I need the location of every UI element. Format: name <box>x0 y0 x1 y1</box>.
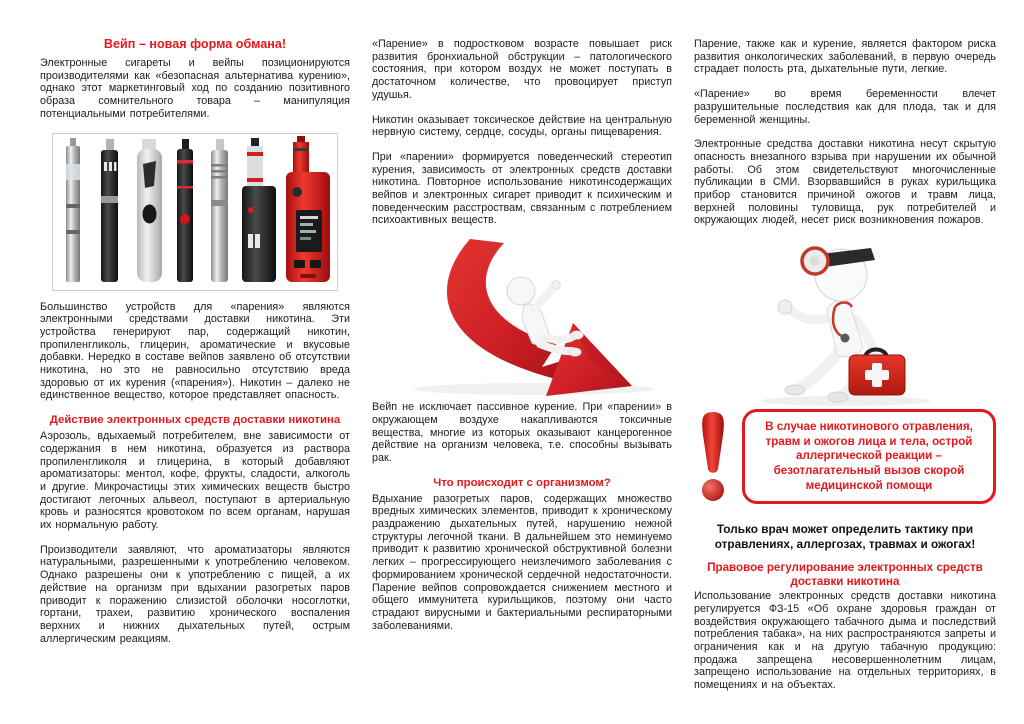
column-2 <box>372 38 672 704</box>
paragraph: Аэрозоль, вдыхаемый потребителем, вне зависимости от содержания в нем никотина, образуется из раствора пропиленгликоля и глицерина, в который добавляют ароматизаторы: ментол, кофе, фрукты, сладости, алкоголь и другие. Микрочастицы этих химических веществ быстро достигают легочных альвеол, поступают в артериальную кровь и разносятся кровотоком по всем органам, нарушая их нормальную работу. <box>40 430 350 532</box>
paragraph: Вдыхание разогретых паров, содержащих множество вредных химических элементов, приводит к хроническому раздражению дыхательных путей, нарушению нежной структуры легочной ткани. В дальнейшем это неминуемо приводит к развитию хронической обструктивной болезни легких – прогрессирующего неизлечимого заболевания с формированием хронической сердечной недостаточности. Парение вейпов сопровождается снижением местного и общего иммунитета курильщиков, поэтому они часто страдают вирусными и бактериальными респираторными заболеваниями. <box>372 492 672 632</box>
section-heading-organism: Что происходит с организмом? <box>433 476 611 489</box>
section-heading-nicotine-effects: Действие электронных средств доставки никотина <box>49 414 341 427</box>
vape-devices-illustration <box>54 134 336 290</box>
warning-text: В случае никотинового отравления, травм и ожогов лица и тела, острой аллергической реакции – безотлагательный вызов скорой медицинской помощи <box>765 420 973 492</box>
paragraph: Использование электронных средств доставки никотина регулируется ФЗ-15 «Об охране здоровья граждан от воздействия окружающего табачного дыма и последствий потребления табака», на них распространяются запреты и ограничения как и на другую табачную продукцию: продажа запрещена несовершеннолетним лицам, запрещено использование на отдельных территориях, в помещениях и на объектах. <box>694 590 996 692</box>
column-3 <box>694 38 996 704</box>
paragraph: «Парение» во время беременности влечет разрушительные последствия как для плода, так и для беременной женщины. <box>694 88 996 126</box>
falling-arrow-illustration <box>374 239 670 397</box>
paragraph: Никотин оказывает токсическое действие на центральную нервную систему, сердце, сосуды, органы пищеварения. <box>372 113 672 139</box>
running-doctor-illustration <box>723 239 967 407</box>
exclamation-icon <box>694 409 734 512</box>
paragraph: Электронные сигареты и вейпы позиционируются производителями как «безопасная альтернатива курению», однако этот маркетинговый ход по созданию позитивного образа сомнительного товара – манипуляция потенциальными потребителями. <box>40 57 350 120</box>
columns <box>40 38 996 704</box>
paragraph: Вейп не исключает пассивное курение. При «парении» в окружающем воздухе накапливаются токсичные вещества, многие из которых оказывают канцерогенное действие на организм человека, т.е. способны вызывать рак. <box>372 401 672 464</box>
paragraph: «Парение» в подростковом возрасте повышает риск развития бронхиальной обструкции – патологического состояния, при котором воздух не может поступать в достаточном количестве, что провоцирует приступ удушья. <box>372 38 672 101</box>
paragraph: Производители заявляют, что ароматизаторы являются натуральными, разрешенными к употреблению человеком. Однако разрешены они к употреблению с пищей, а их действие на организм при вдыхании разогретых паров приводит к поражению слизистой оболочки носоглотки, гортани, трахеи, развитию хронического воспаления верхних и нижних дыхательных путей, острым аллергическим реакциям. <box>40 543 350 645</box>
paragraph: Электронные средства доставки никотина несут скрытую опасность внезапного взрыва при нарушении их обычной работы. Об этом свидетельствуют многочисленные публикации в СМИ. Взорвавшийся в руках курильщика прибор становится причиной ожогов и травм лица, верхней половины туловища, рук потребителей и окружающих людей, несет риск возникновения пожаров. <box>694 138 996 227</box>
warning-callout <box>694 409 996 512</box>
paragraph: При «парении» формируется поведенческий стереотип курения, зависимость от электронных средств доставки никотина. Повторное использование никотинсодержащих вейпов и электронных сигарет приводит к психическим и поведенческим расстроствам, связанным с потреблением психоактивных веществ. <box>372 150 672 227</box>
doctor-note: Только врач может определить тактику при отравлениях, аллергозах, травмах и ожогах! <box>714 522 976 551</box>
section-heading-regulation: Правовое регулирование электронных средств доставки никотина <box>707 561 983 588</box>
paragraph: Большинство устройств для «парения» являются электронными средствами доставки никотина. Эти устройства генерируют пар, содержащий никотин, пропиленгликоль, глицерин, ароматические и вкусовые добавки. Нередко в составе вейпов заявлено об отсутствии никотина, но это не равносильно отсутствию вреда здоровью от их курения («парения»). Никотин – далеко не единственное вещество, которое представляет опасность. <box>40 300 350 402</box>
vape-devices-image <box>52 133 338 291</box>
warning-box <box>742 409 996 504</box>
page-title: Вейп – новая форма обмана! <box>103 37 287 51</box>
doctor-image <box>723 239 967 407</box>
column-1 <box>40 38 350 704</box>
falling-arrow-image <box>374 239 670 397</box>
paragraph: Парение, также как и курение, является фактором риска развития онкологических заболеваний, в первую очередь страдает полость рта, дыхательные пути, легкие. <box>694 38 996 76</box>
